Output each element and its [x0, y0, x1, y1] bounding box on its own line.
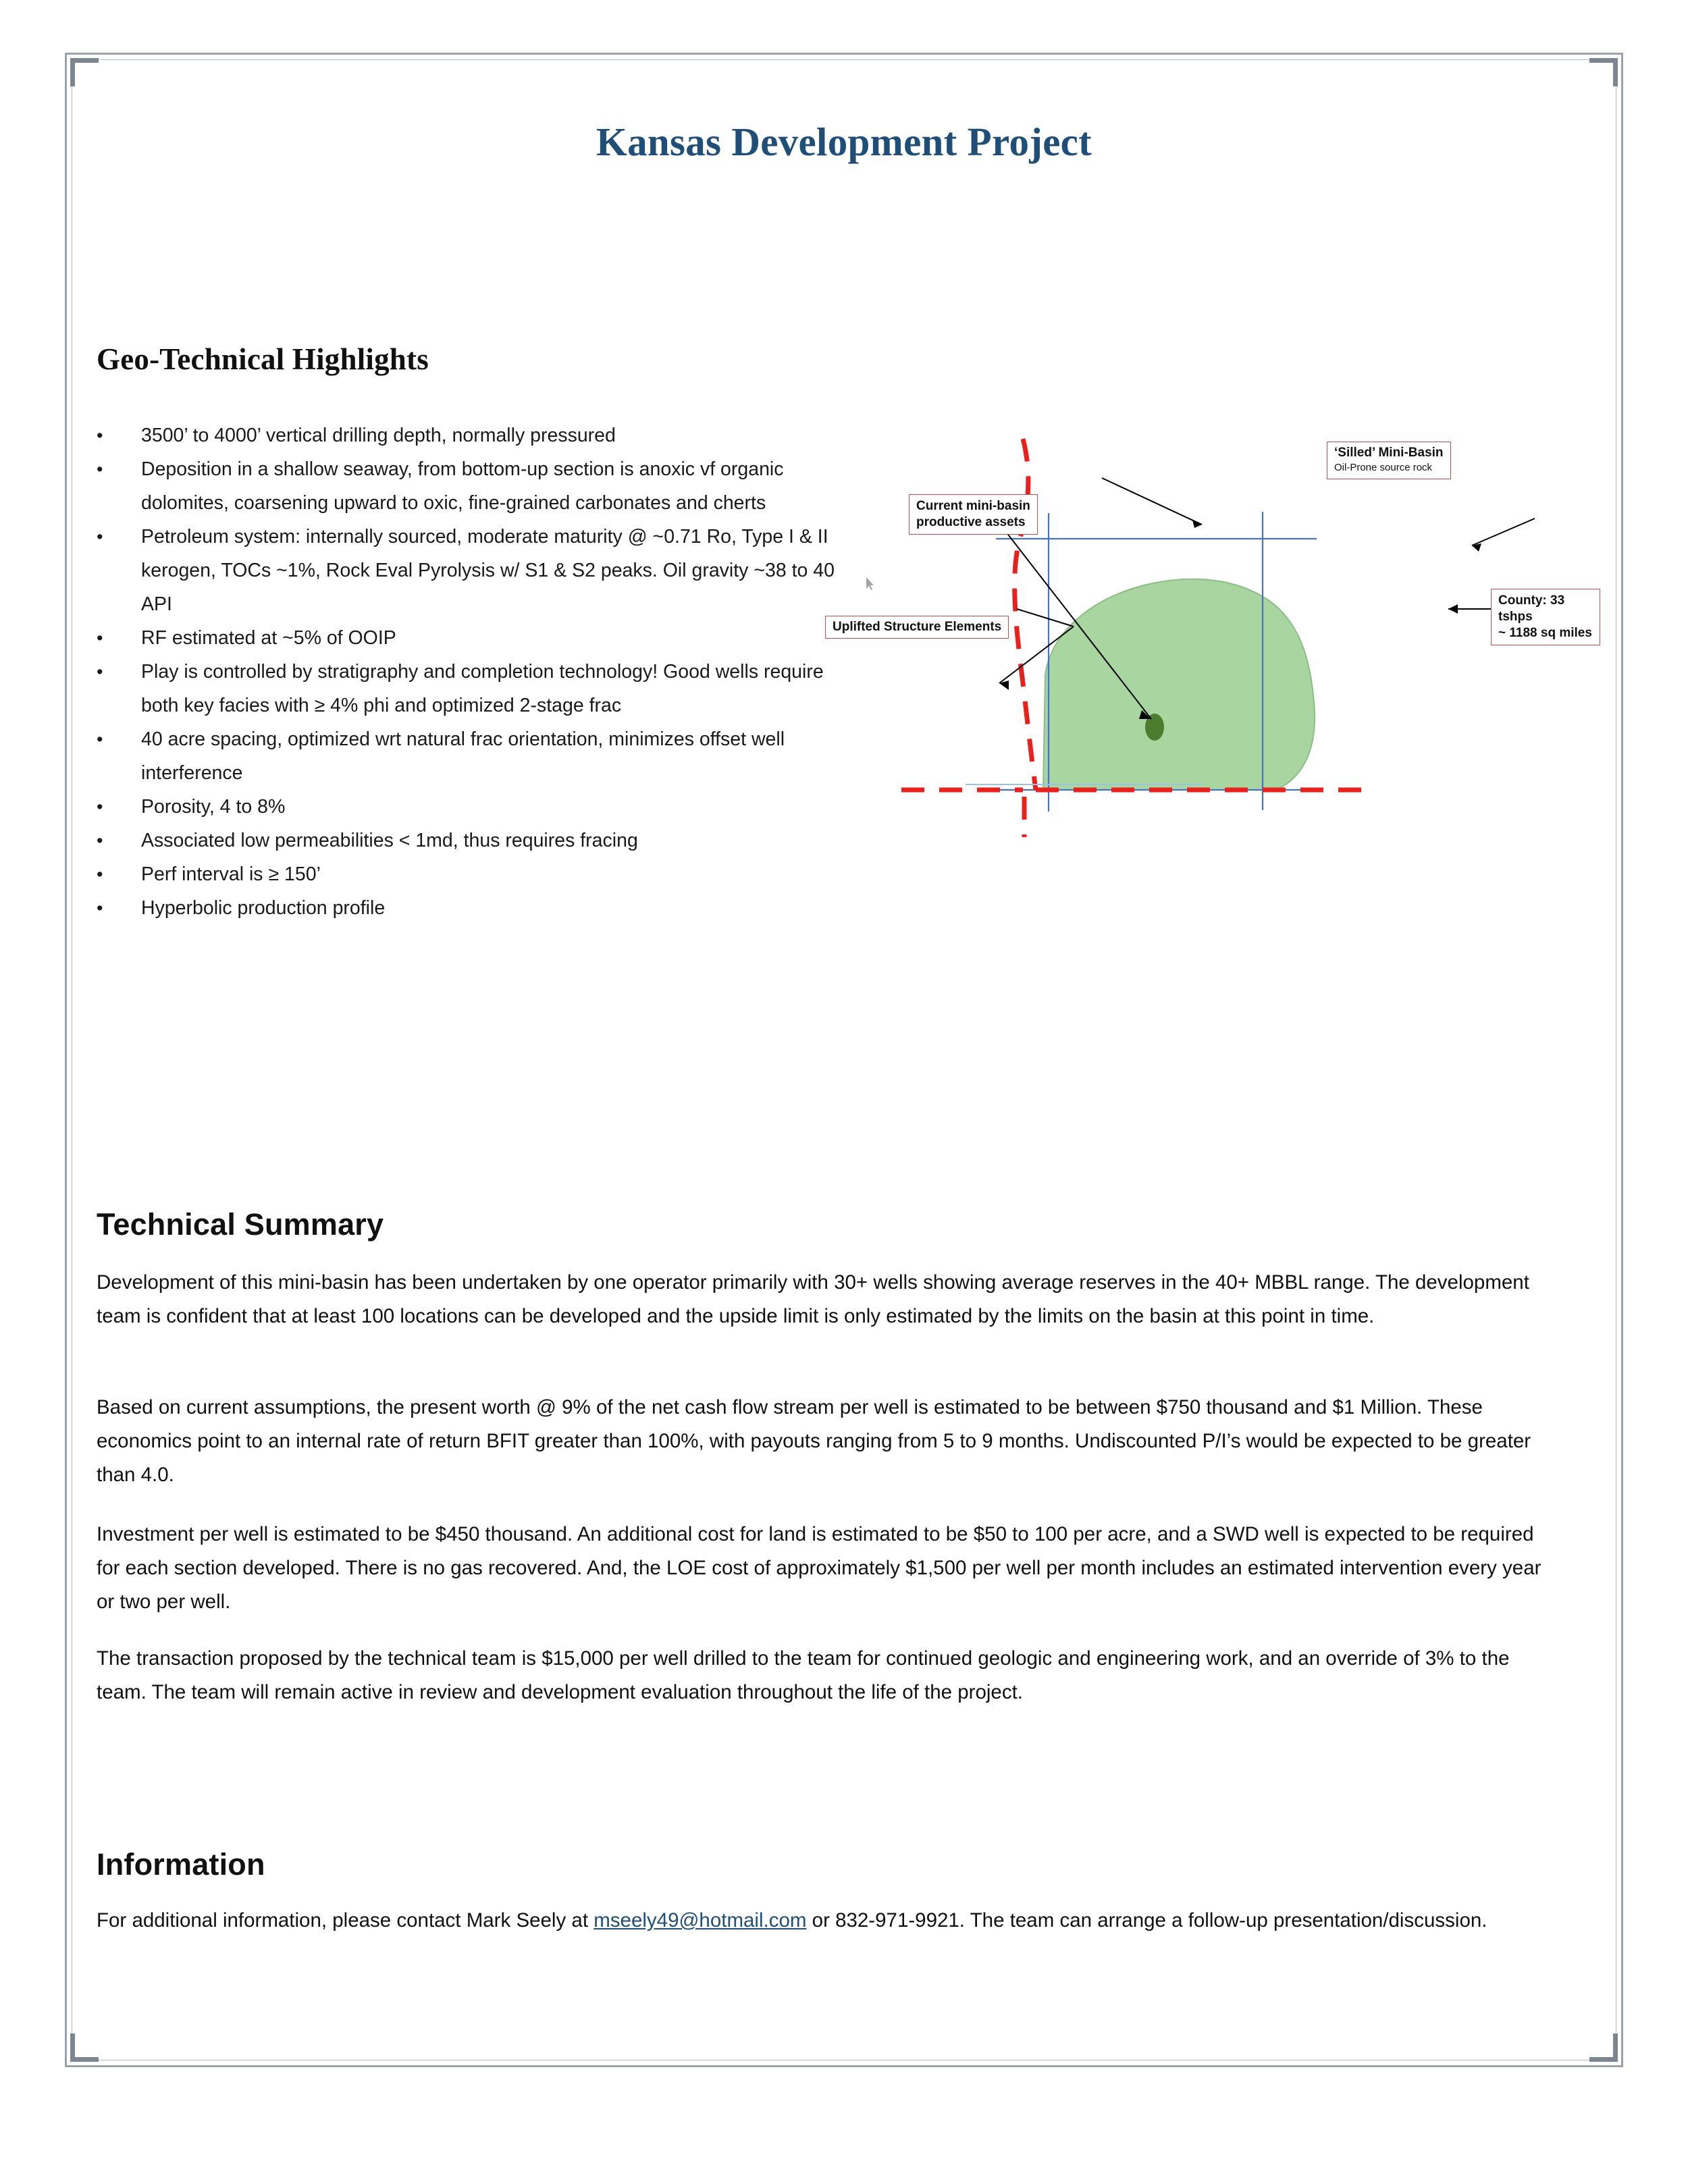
list-item-text: Associated low permeabilities < 1md, thus requires fracing	[141, 830, 638, 851]
bullet-marker-icon: •	[97, 864, 103, 884]
bullet-marker-icon: •	[97, 662, 103, 682]
corner-bracket-bottom-right	[1589, 2033, 1618, 2062]
list-item-text: 40 acre spacing, optimized wrt natural frac orientation, minimizes offset well interference	[141, 728, 785, 784]
technical-summary-heading: Technical Summary	[97, 1207, 384, 1242]
callout-silled-mini-basin	[1327, 442, 1451, 479]
list-item-text: Deposition in a shallow seaway, from bottom-up section is anoxic vf organic dolomites, coarsening upward to oxic, fine-grained carbonates and cherts	[141, 458, 784, 514]
list-item-text: Porosity, 4 to 8%	[141, 796, 286, 818]
list-item	[97, 891, 846, 925]
list-item-text: Play is controlled by stratigraphy and completion technology! Good wells require both key facies with ≥ 4% phi and optimized 2-stage frac	[141, 661, 824, 716]
list-item	[97, 419, 846, 452]
callout-county-line1: County: 33 tshps	[1498, 593, 1565, 624]
corner-bracket-top-right	[1589, 58, 1618, 86]
list-item	[97, 790, 846, 824]
callout-uplifted-structure	[825, 616, 1009, 639]
callout-silled-title: ‘Silled’ Mini-Basin	[1334, 446, 1444, 460]
bullet-marker-icon: •	[97, 898, 103, 918]
list-item-text: Hyperbolic production profile	[141, 897, 386, 919]
bullet-marker-icon: •	[97, 459, 103, 479]
technical-summary-paragraph-4: The transaction proposed by the technical team is $15,000 per well drilled to the team for continued geologic and engineering work, and an override of 3% to the team. The team will remain active in review and development evaluation throughout the life of the project.	[97, 1647, 1510, 1703]
callout-current-basin-line2: productive assets	[916, 515, 1026, 529]
technical-summary-paragraph-3: Investment per well is estimated to be $450 thousand. An additional cost for land is estimated to be $50 to 100 per acre, and a SWD well is expected to be required for each section developed. There is no gas recovered. And, the LOE cost of approximately $1,500 per well per month includes an estimated intervention every year or two per well.	[97, 1523, 1541, 1613]
list-item	[97, 824, 846, 857]
bullet-marker-icon: •	[97, 527, 103, 547]
callout-current-basin-line1: Current mini-basin	[916, 499, 1030, 513]
mini-basin-map-figure	[833, 432, 1600, 878]
bullet-marker-icon: •	[97, 797, 103, 817]
callout-silled-subtitle: Oil-Prone source rock	[1334, 462, 1433, 473]
list-item	[97, 655, 846, 722]
geo-technical-bullet-list	[97, 419, 846, 925]
list-item-text: Petroleum system: internally sourced, moderate maturity @ ~0.71 Ro, Type I & II kerogen, TOCs ~1%, Rock Eval Pyrolysis w/ S1 & S2 peaks. Oil gravity ~38 to 40 API	[141, 526, 835, 615]
bullet-marker-icon: •	[97, 729, 103, 749]
information-text-before-link: For additional information, please contact Mark Seely at	[97, 1909, 594, 1932]
mouse-cursor-artifact	[866, 577, 876, 591]
basin-polygon-shape	[1043, 579, 1315, 790]
bullet-marker-icon: •	[97, 425, 103, 446]
list-item-text: Perf interval is ≥ 150’	[141, 863, 321, 885]
list-item	[97, 722, 846, 790]
list-item-text: 3500’ to 4000’ vertical drilling depth, normally pressured	[141, 425, 616, 446]
callout-county-line2: ~ 1188 sq miles	[1498, 626, 1592, 640]
technical-summary-paragraph-1: Development of this mini-basin has been undertaken by one operator primarily with 30+ wells showing average reserves in the 40+ MBBL range. The development team is confident that at least 100 locations can be developed and the upside limit is only estimated by the limits on the basin at this point in time.	[97, 1271, 1529, 1327]
information-heading: Information	[97, 1847, 265, 1882]
list-item	[97, 621, 846, 655]
callout-county	[1491, 589, 1600, 645]
list-item	[97, 452, 846, 520]
callout-current-mini-basin	[909, 494, 1038, 535]
corner-bracket-bottom-left	[70, 2033, 99, 2062]
bullet-marker-icon: •	[97, 830, 103, 851]
list-item-text: RF estimated at ~5% of OOIP	[141, 627, 396, 649]
list-item	[97, 520, 846, 621]
list-item	[97, 857, 846, 891]
page-title: Kansas Development Project	[596, 119, 1092, 164]
information-text-after-link: or 832-971-9921. The team can arrange a follow-up presentation/discussion.	[806, 1909, 1487, 1932]
bullet-marker-icon: •	[97, 628, 103, 648]
callout-uplifted-label: Uplifted Structure Elements	[833, 620, 1002, 634]
technical-summary-paragraph-2: Based on current assumptions, the present worth @ 9% of the net cash flow stream per well is estimated to be between $750 thousand and $1 Million. These economics point to an internal rate of return BFIT greater than 100%, with payouts ranging from 5 to 9 months. Undiscounted P/I’s would be expected to be greater than 4.0.	[97, 1396, 1531, 1486]
corner-bracket-top-left	[70, 58, 99, 86]
email-link[interactable]: mseely49@hotmail.com	[594, 1909, 807, 1932]
information-paragraph	[97, 1904, 1545, 1938]
geo-technical-highlights-heading: Geo-Technical Highlights	[97, 342, 429, 376]
